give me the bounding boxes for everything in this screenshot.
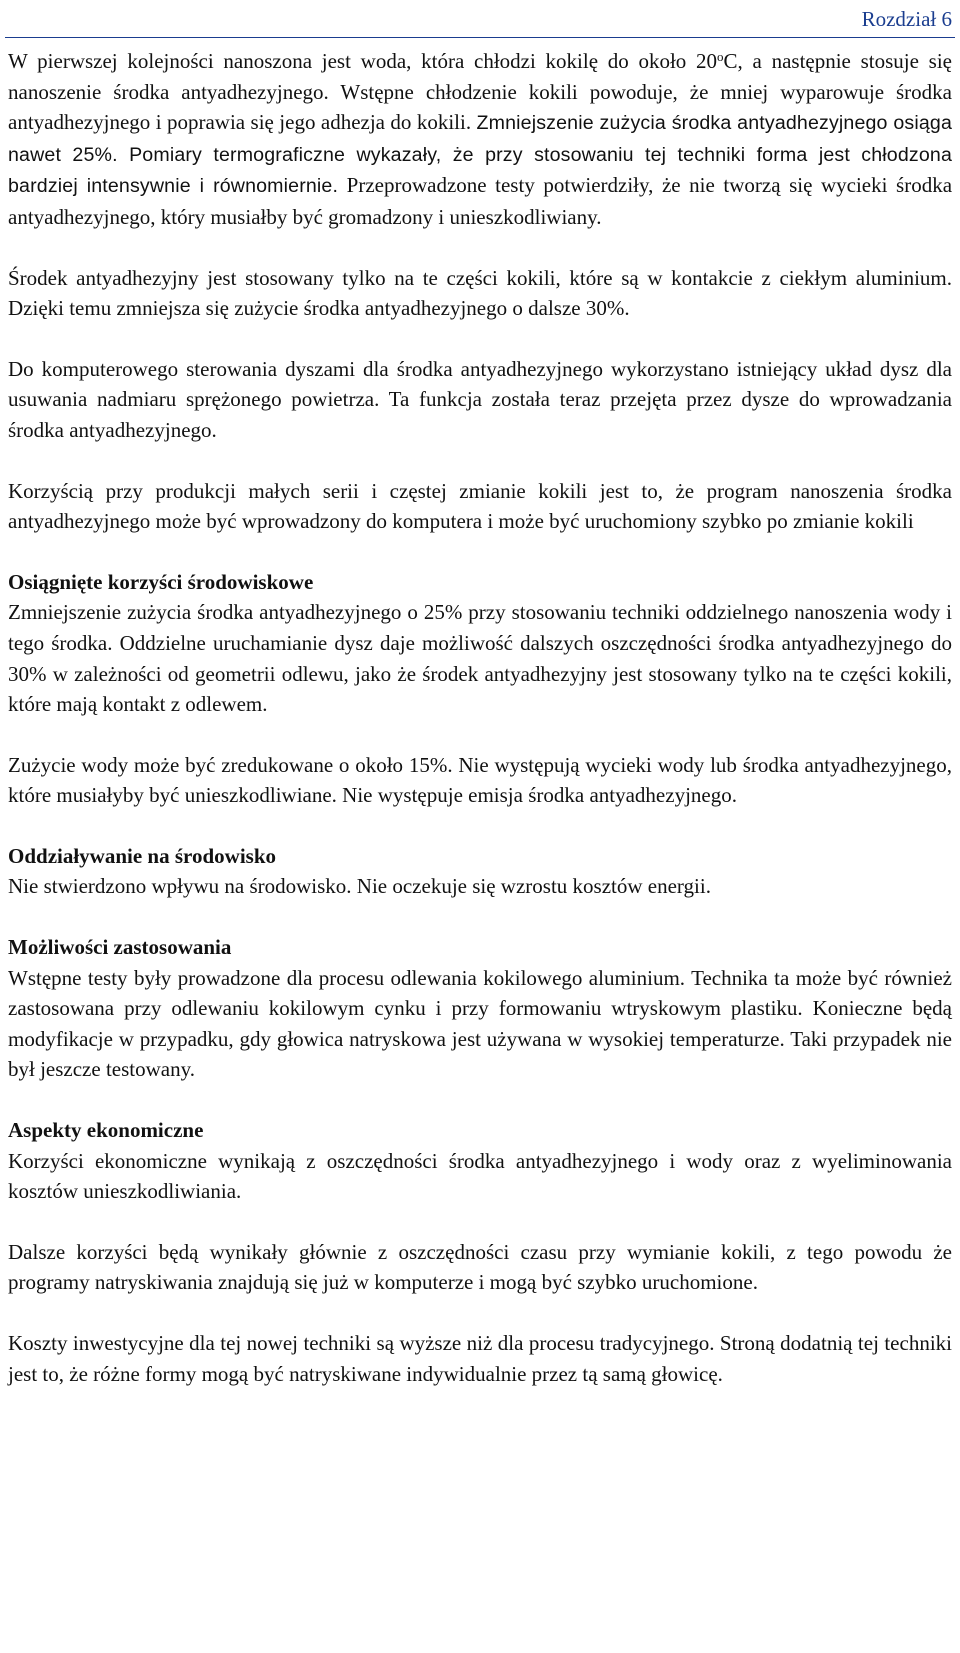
paragraph-text: Przeprowadzone testy potwierdziły, że nie tworzą się wycieki środka antyadhezyjnego, który musiałby być gromadzony i unieszkodliwiany. bbox=[8, 173, 953, 229]
paragraph-gap bbox=[8, 324, 952, 354]
paragraph-water-reduction: Zużycie wody może być zredukowane o około 15%. Nie występują wycieki wody lub środka antyadhezyjnego, które musiałyby być unieszkodliwiane. Nie występuje emisja środka antyadhezyjnego. bbox=[8, 752, 952, 808]
section-applicability bbox=[8, 932, 952, 1085]
section-environmental-benefits bbox=[8, 567, 952, 720]
paragraph-water-cooling bbox=[8, 46, 952, 233]
section-heading: Oddziaływanie na środowisko bbox=[8, 843, 277, 868]
paragraph-investment-costs: Koszty inwestycyjne dla tej nowej techniki są wyższe niż dla procesu tradycyjnego. Stroną dodatnią tej techniki jest to, że różne formy mogą być natryskiwane indywidualnie przez tą samą głowicę. bbox=[8, 1331, 952, 1386]
paragraph-partial-application: Środek antyadhezyjny jest stosowany tylko na te części kokili, które są w kontakcie z ciekłym aluminium. Dzięki temu zmniejsza się zużycie środka antyadhezyjnego o dalsze 30%. bbox=[8, 265, 952, 321]
paragraph-gap bbox=[8, 1298, 952, 1328]
paragraph-gap bbox=[8, 446, 952, 476]
paragraph-text: Korzyści ekonomiczne wynikają z oszczędności środka antyadhezyjnego i wody oraz z wyeliminowania kosztów unieszkodliwiania. bbox=[8, 1148, 952, 1204]
paragraph-text: Wstępne testy były prowadzone dla procesu odlewania kokilowego aluminium. Technika ta może być również zastosowana przy odlewaniu kokilowym cynku i przy formowaniu wtryskowym plastiku. Konieczne będą modyfikacje w przypadku, gdy głowica natryskowa jest używana w wysokiej temperaturze. Taki przypadek nie był jeszcze testowany. bbox=[8, 965, 952, 1082]
section-environmental-impact bbox=[8, 841, 952, 902]
degree-superscript: o bbox=[717, 49, 724, 64]
paragraph-gap bbox=[8, 1085, 952, 1115]
paragraph-text: Zmniejszenie zużycia środka antyadhezyjnego o 25% przy stosowaniu techniki oddzielnego nanoszenia wody i tego środka. Oddzielne uruchamianie dysz daje możliwość dalszych oszczędności środka antyadhezyjnego do 30% w zależności od geometrii odlewu, jako że środek antyadhezyjny jest stosowany tylko na te części kokili, które mają kontakt z odlewem. bbox=[8, 600, 952, 717]
section-heading: Aspekty ekonomiczne bbox=[8, 1118, 204, 1143]
section-heading: Możliwości zastosowania bbox=[8, 935, 232, 960]
page-header bbox=[862, 4, 952, 34]
paragraph-computer-control: Do komputerowego sterowania dyszami dla środka antyadhezyjnego wykorzystano istniejący układ dysz dla usuwania nadmiaru sprężonego powietrza. Ta funkcja została teraz przejęta przez dysze do wprowadzania środka antyadhezyjnego. bbox=[8, 356, 952, 442]
page-content bbox=[8, 46, 952, 1389]
paragraph-gap bbox=[8, 233, 952, 263]
chapter-label: Rozdział 6 bbox=[861, 7, 952, 31]
section-heading: Osiągnięte korzyści środowiskowe bbox=[8, 569, 314, 594]
paragraph-text-sans: Zmniejszenie zużycia środka antyadhezyjnego osiąga nawet 25%. Pomiary termograficzne wykazały, że przy stosowaniu tej techniki forma jest chłodzona bardziej intensywnie i równomiernie. bbox=[8, 112, 953, 198]
paragraph-text: C, a następnie stosuje się nanoszenie środka antyadhezyjnego. Wstępne chłodzenie kokili powoduje, że mniej wyparowuje środka antyadhezyjnego i poprawia się jego adhezja do kokili. bbox=[8, 49, 952, 135]
paragraph-text: Nie stwierdzono wpływu na środowisko. Nie oczekuje się wzrostu kosztów energii. bbox=[8, 874, 711, 899]
paragraph-small-series: Korzyścią przy produkcji małych serii i częstej zmianie kokili jest to, że program nanoszenia środka antyadhezyjnego może być wprowadzony do komputera i może być uruchomiony szybko po zmianie kokili bbox=[8, 478, 952, 534]
paragraph-gap bbox=[8, 1207, 952, 1237]
header-divider bbox=[5, 37, 955, 38]
section-economics bbox=[8, 1115, 952, 1207]
paragraph-gap bbox=[8, 811, 952, 841]
paragraph-gap bbox=[8, 537, 952, 567]
paragraph-text: W pierwszej kolejności nanoszona jest woda, która chłodzi kokilę do około 20 bbox=[8, 49, 718, 73]
paragraph-time-savings: Dalsze korzyści będą wynikały głównie z oszczędności czasu przy wymianie kokili, z tego powodu że programy natryskiwania znajdują się już w komputerze i mogą być szybko uruchomione. bbox=[8, 1239, 952, 1295]
paragraph-gap bbox=[8, 902, 952, 932]
paragraph-gap bbox=[8, 720, 952, 750]
